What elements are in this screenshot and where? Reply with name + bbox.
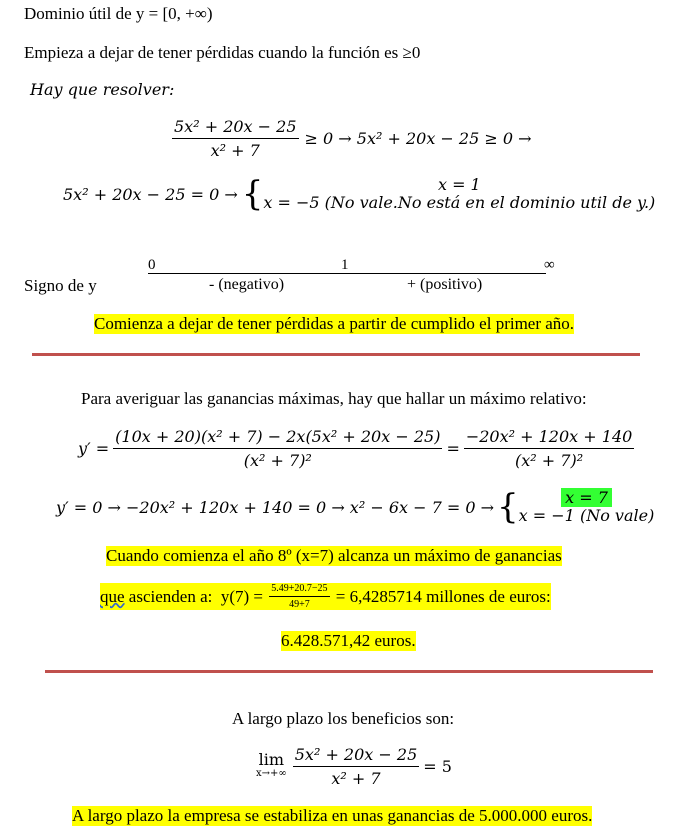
euros-value: 6.428.571,42 euros. xyxy=(281,631,416,650)
sign-label: Signo de y xyxy=(24,276,97,295)
lim-subscript: x→+∞ xyxy=(256,767,287,779)
value-denominator: 49+7 xyxy=(289,599,310,610)
lim-numerator: 5x² + 20x − 25 xyxy=(293,745,420,767)
eq-lhs: 5x² + 20x − 25 = 0 → xyxy=(63,184,238,204)
deriv-numerator-1: (10x + 20)(x² + 7) − 2x(5x² + 20x − 25) xyxy=(113,427,442,449)
solve-label: Hay que resolver: xyxy=(30,80,175,99)
longterm-intro: A largo plazo los beneficios son: xyxy=(232,709,455,728)
lim-label: lim xyxy=(258,749,285,769)
losses-line: Empieza a dejar de tener pérdidas cuando la función es ≥0 xyxy=(24,43,421,62)
critical-points xyxy=(56,489,654,525)
value-rest: = 6,4285714 millones de euros: xyxy=(331,586,551,606)
value-line xyxy=(100,583,551,610)
deriv-denominator-1: (x² + 7)² xyxy=(243,451,312,470)
crit-case-2: x = −1 (No vale) xyxy=(518,506,655,525)
deriv-equals: = xyxy=(446,439,460,458)
sign-infinity: ∞ xyxy=(544,257,555,273)
conclusion-1: Comienza a dejar de tener pérdidas a partir de cumplido el primer año. xyxy=(94,314,575,333)
inequality xyxy=(170,117,532,160)
crit-lhs: y′ = 0 → −20x² + 120x + 140 = 0 → x² − 6x − 7 = 0 → xyxy=(56,497,495,517)
divider-1 xyxy=(32,353,640,356)
ineq-rest: ≥ 0 → 5x² + 20x − 25 ≥ 0 → xyxy=(304,129,532,148)
deriv-lhs: y′ = xyxy=(78,439,110,458)
conclusion-3: A largo plazo la empresa se estabiliza en unas ganancias de 5.000.000 euros. xyxy=(72,806,593,825)
sign-positive: + (positivo) xyxy=(407,276,483,293)
ineq-numerator: 5x² + 20x − 25 xyxy=(172,117,299,139)
deriv-denominator-2: (x² + 7)² xyxy=(515,451,584,470)
sign-line xyxy=(148,273,546,274)
value-numerator: 5.49+20.7−25 xyxy=(269,583,329,597)
limit-expression xyxy=(256,745,452,788)
sign-zero: 0 xyxy=(148,257,156,273)
ineq-denominator: x² + 7 xyxy=(210,141,260,160)
sign-one: 1 xyxy=(341,257,349,273)
left-brace-icon: { xyxy=(241,174,264,214)
domain-line: Dominio útil de y = [0, +∞) xyxy=(24,4,213,23)
case-2: x = −5 (No vale.No está en el dominio util de y.) xyxy=(263,193,656,212)
value-prefix: que xyxy=(100,586,125,606)
left-brace-icon: { xyxy=(497,487,519,527)
max-line: Cuando comienza el año 8º (x=7) alcanza un máximo de ganancias xyxy=(106,546,562,565)
sign-negative: - (negativo) xyxy=(209,276,285,293)
derivative-equation xyxy=(78,427,636,470)
divider-2 xyxy=(45,670,653,673)
crit-case-1: x = 7 xyxy=(561,488,612,507)
max-intro: Para averiguar las ganancias máximas, hay que hallar un máximo relativo: xyxy=(81,389,587,408)
case-1: x = 1 xyxy=(437,175,481,194)
value-prefix-2: ascienden a: y(7) = xyxy=(124,586,268,606)
deriv-numerator-2: −20x² + 120x + 140 xyxy=(464,427,634,449)
lim-denominator: x² + 7 xyxy=(331,769,381,788)
equation-cases xyxy=(63,176,655,212)
lim-result: = 5 xyxy=(423,757,452,776)
